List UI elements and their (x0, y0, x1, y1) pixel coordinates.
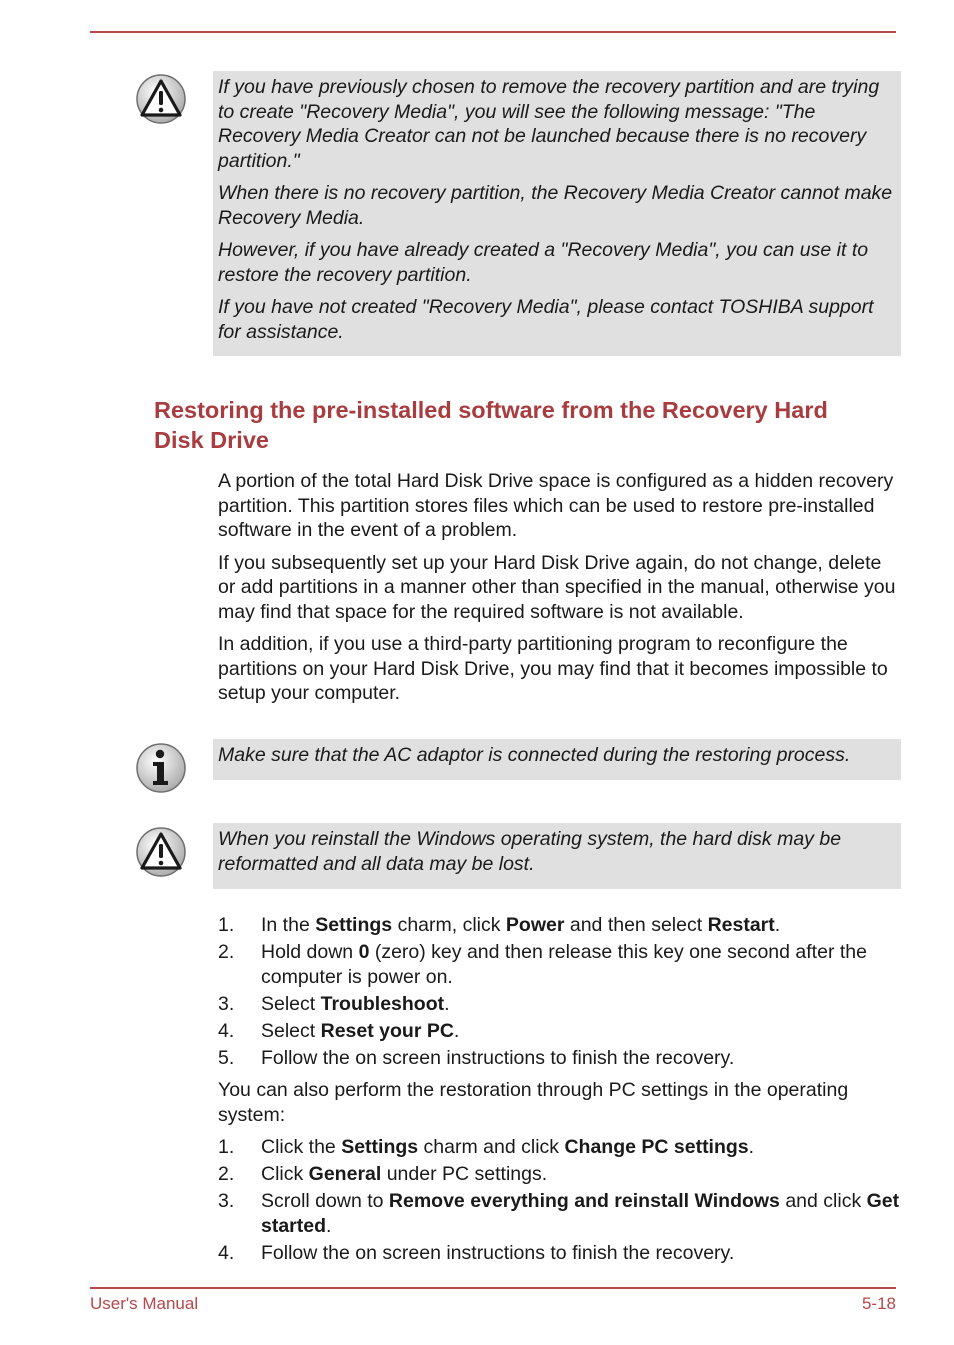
list-item (218, 1135, 903, 1160)
step-text: Follow the on screen instructions to finish the recovery. (261, 1241, 735, 1264)
list-item (218, 1189, 903, 1238)
steps-list (218, 1135, 903, 1265)
ui-term: Power (505, 914, 565, 936)
step-number: 3. (218, 1190, 235, 1212)
step-text: Hold down (261, 941, 359, 963)
step-number: 4. (218, 1241, 235, 1264)
step-number: 4. (218, 1019, 235, 1042)
section-body (218, 469, 903, 714)
info-note-text: Make sure that the AC adaptor is connected during the restoring process. (218, 744, 851, 766)
ui-term: General (308, 1163, 382, 1185)
ui-term: Troubleshoot (320, 992, 445, 1015)
step-text: Click (261, 1163, 309, 1185)
step-text: Click the (261, 1136, 342, 1158)
footer-manual-title: User's Manual (90, 1294, 199, 1313)
caution-note (213, 71, 901, 356)
step-text: Select (261, 1019, 321, 1042)
step-number: 1. (218, 914, 235, 936)
ui-term: 0 (358, 941, 370, 963)
body-paragraph: You can also perform the restoration through PC settings in the operating system: (218, 1079, 849, 1126)
ui-term: Settings (315, 914, 393, 936)
step-text: Scroll down to (261, 1190, 389, 1212)
info-note (213, 739, 901, 780)
caution-icon (135, 826, 187, 878)
step-text: . (774, 914, 781, 936)
caution-note (213, 823, 901, 889)
ui-term: Remove everything and reinstall Windows (388, 1190, 780, 1212)
step-text: and then select (564, 914, 708, 936)
list-item (218, 1046, 903, 1071)
header-rule (90, 31, 896, 33)
list-item (218, 992, 903, 1017)
list-item (218, 1019, 903, 1044)
caution-note-text: If you have previously chosen to remove the recovery partition and are trying to create "Recovery Media", you will see the following message: "The Recovery Media Creator can not be launched because there is no recovery partition." (218, 76, 880, 172)
step-text: In the (261, 914, 316, 936)
step-text: Select (261, 992, 321, 1015)
step-text: (zero) key and then release this key one second after the computer is power on. (261, 941, 867, 988)
body-paragraph: In addition, if you use a third-party partitioning program to reconfigure the partitions on your Hard Disk Drive, you may find that it becomes impossible to setup your computer. (218, 633, 888, 704)
step-text: and click (779, 1190, 867, 1212)
step-number: 5. (218, 1046, 235, 1069)
ui-term: Get started (261, 1190, 900, 1237)
body-paragraph: If you subsequently set up your Hard Disk Drive again, do not change, delete or add partitions in a manner other than specified in the manual, otherwise you may find that space for the required software is not available. (218, 551, 896, 623)
step-text: charm and click (418, 1136, 565, 1158)
body-paragraph: A portion of the total Hard Disk Drive space is configured as a hidden recovery partition. This partition stores files which can be used to restore pre-installed software in the event of a problem. (218, 470, 894, 541)
ui-term: Reset your PC (320, 1019, 454, 1042)
list-item (218, 940, 903, 989)
ui-term: Change PC settings (564, 1136, 749, 1158)
step-number: 3. (218, 992, 235, 1015)
section-heading: Restoring the pre-installed software from the Recovery Hard Disk Drive (154, 397, 828, 453)
procedure (218, 913, 903, 1273)
step-text: . (444, 992, 450, 1015)
list-item (218, 1162, 903, 1187)
caution-note-text: When there is no recovery partition, the Recovery Media Creator cannot make Recovery Media. (218, 182, 893, 229)
step-number: 2. (218, 941, 235, 963)
step-text: charm, click (392, 914, 506, 936)
page-number: 5-18 (861, 1294, 896, 1313)
caution-note-text: If you have not created "Recovery Media", please contact TOSHIBA support for assistance. (218, 296, 874, 343)
ui-term: Restart (707, 914, 775, 936)
caution-icon (135, 73, 187, 125)
step-text: . (453, 1019, 460, 1042)
caution-note-text: However, if you have already created a "Recovery Media", you can use it to restore the recovery partition. (218, 239, 869, 286)
step-text: under PC settings. (381, 1163, 548, 1185)
footer-rule (90, 1287, 896, 1289)
ui-term: Settings (341, 1136, 419, 1158)
step-number: 2. (218, 1163, 235, 1185)
info-icon (135, 742, 187, 794)
steps-list (218, 913, 903, 1070)
step-text: . (326, 1214, 332, 1237)
caution-note-text: When you reinstall the Windows operating system, the hard disk may be reformatted and all data may be lost. (218, 828, 842, 875)
step-number: 1. (218, 1136, 235, 1158)
list-item (218, 913, 903, 938)
step-text: Follow the on screen instructions to finish the recovery. (261, 1046, 735, 1069)
step-text: . (748, 1136, 755, 1158)
list-item (218, 1241, 903, 1266)
